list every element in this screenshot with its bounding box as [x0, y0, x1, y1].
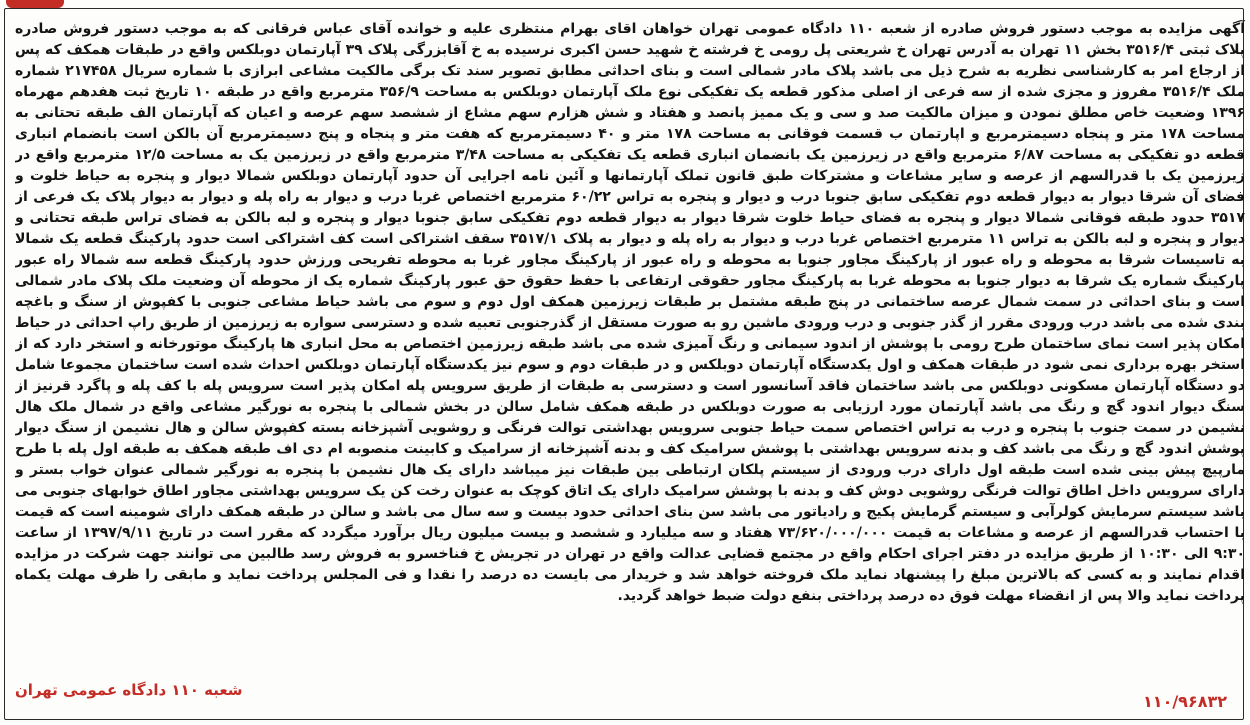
issuing-court: شعبه ۱۱۰ دادگاه عمومی تهران — [15, 681, 243, 699]
auction-notice-paragraph: آگهی مزایده به موجب دستور فروش صادره از شعبه ۱۱۰ دادگاه عمومی تهران خواهان اقای بهرام منتظری علیه و خوانده آقای عباس فرقانی که به موجب دستور فروش صادره پلاک ثبتی ۳۵۱۶/۴ بخش ۱۱ تهران به آدرس تهران خ شریعتی پل رومی خ فرشته خ شهید حسن اکبری نرسیده به خ آقابزرگی پلاک ۳۹ آپارتمان دوبلکس واقع در طبقات همکف که پس از ارجاع امر به کارشناسی نظریه به شرح ذیل می باشد پلاک مادر شمالی است و بنای احداثی مطابق تصویر سند تک برگی مالکیت مشاعی ابرازی با شماره سریال ۲۱۷۴۵۸ شماره ملک ۳۵۱۶/۴ مفروز و مجزی شده از سه فرعی از اصلی مذکور قطعه یک تفکیکی نوع ملک آپارتمان دوبلکس به مساحت ۳۵۶/۹ مترمربع واقع در طبقه ۱۰ تاریخ ثبت هفدهم مهرماه ۱۳۹۶ وضعیت خاص مطلق نمودن و میزان مالکیت صد و سی و یک ممیز پانصد و هفتاد و شش هزارم سهم مشاع از ششصد سهم عرصه و اعیان که آپارتمان الف طبقه تحتانی به مساحت ۱۷۸ متر و پنجاه دسیمترمربع و اپارتمان ب قسمت فوقانی به مساحت ۱۷۸ متر و ۴۰ دسیمترمربع که هفت متر و پنجاه و پنج دسیمترمربع آن بالکن است بانضمام انباری قطعه دو تفکیکی به مساحت ۶/۸۷ مترمربع واقع در زیرزمین یک بانضمان انباری قطعه یک تفکیکی به مساحت ۳/۴۸ مترمربع واقع در زیرزمین یک به مساحت ۱۲/۵ مترمربع واقع در زیرزمین یک با قدرالسهم از عرصه و سایر مشاعات و مشترکات طبق قانون تملک آپارتمانها و آئین نامه اجرایی آن حدود آپارتمان دوبلکس شمالا دیوار و پنجره به حیاط خلوت و فضای آن شرقا دیوار به دیوار قطعه دوم تفکیکی سابق جنوبا درب و دیوار و پنجره به تراس ۶۰/۲۲ مترمربع اختصاص غربا درب و دیوار به راه پله و دیوار به دیوار پلاک یک فرعی از ۳۵۱۷ حدود طبقه فوقانی شمالا دیوار و پنجره به فضای حیاط خلوت شرقا دیوار به دیوار قطعه دوم تفکیکی سابق جنوبا دیوار و پنجره و لبه بالکن به فضای تراس طبقه تحتانی و دیوار و پنجره و لبه بالکن به تراس ۱۱ مترمربع اختصاص غربا درب و دیوار به راه پله و دیوار به پلاک ۳۵۱۷/۱ سقف اشتراکی است کف اشتراکی است حدود پارکینگ قطعه یک شمالا به تاسیسات شرقا به محوطه و راه عبور از پارکینگ مجاور جنوبا به محوطه و راه عبور از پارکینگ مجاور غربا به محوطه تفریحی ورزش حدود پارکینگ قطعه سه شمالا راه عبور پارکینگ شماره یک شرقا به دیوار جنوبا به محوطه غربا به پارکینگ مجاور حقوقی ارتفاعی با حفظ حقوق حق عبور پارکینگ شماره یک از محوطه آن وضعیت ملک پلاک مادر شمالی است و بنای احداثی در سمت شمال عرصه ساختمانی در پنج طبقه مشتمل بر طبقات زیرزمین همکف اول دوم و سوم می باشد حیاط مشاعی جنوبی با کفپوش از سنگ و باغچه بندی شده می باشد درب ورودی مقرر از گذر جنوبی و درب ورودی ماشین رو به صورت مستقل از گذرجنوبی تعبیه شده و دسترسی سواره به زیرزمین از طریق راپ احداثی در حیاط امکان پذیر است نمای ساختمان طرح رومی با پوشش از اندود سیمانی و رنگ آمیزی شده می باشد طبقه زیرزمین اختصاص به محل انباری ها پارکینگ موتورخانه و استخر دارد که از استخر بهره برداری نمی شود در طبقات همکف و اول یکدستگاه آپارتمان دوبلکس و در طبقات دوم و سوم نیز یکدستگاه آپارتمان دوبلکس احداث شده است ساختمان مجموعا شامل دو دستگاه آپارتمان مسکونی دوبلکس می باشد ساختمان فاقد آسانسور است و دسترسی به طبقات از طریق سرویس پله امکان پذیر است سرویس پله با کف پله و پاگرد قرنیز از سنگ دیوار اندود گچ و رنگ می باشد آپارتمان مورد ارزیابی به صورت دوبلکس در طبقه همکف شامل سالن در بخش شمالی با پنجره به نورگیر مشاعی واقع در شمال ملک هال نشیمن در سمت جنوب با پنجره و درب به تراس اختصاص سمت حیاط جنوبی سرویس بهداشتی توالت فرنگی و روشویی آشپزخانه بسته کفپوش سالن و هال نشیمن از سنگ دیوار پوشش اندود گچ و رنگ می باشد کف و بدنه سرویس بهداشتی با پوشش سرامیک کف و بدنه آشپزخانه از سرامیک و کابینت منصوبه ام دی اف طبقه همکف به طبقه اول پله با طرح مارپیچ پیش بینی شده است طبقه اول دارای درب ورودی از سیستم پلکان ارتباطی بین طبقات نیز میباشد دارای یک هال نشیمن با پنجره به نورگیر شمالی عنوان خواب بستر و دارای سرویس داخل اطاق توالت فرنگی روشویی دوش کف و بدنه با پوشش سرامیک دارای یک اتاق کوچک به عنوان رخت کن یک سرویس بهداشتی مجاور اطاق خوابهای جنوبی می باشد سیستم سرمایش کولرآبی و سیستم گرمایش پکیج و رادیاتور می باشد سن بنای احداثی حدود بیست و سه سال می باشد و سالن در طبقه همکف دارای شومینه است که قیمت با احتساب قدرالسهم از عرصه و مشاعات به قیمت ۷۳/۶۲۰/۰۰۰/۰۰۰ هفتاد و سه میلیارد و ششصد و بیست میلیون ریال برآورد میگردد که مقرر است در تاریخ ۱۳۹۷/۹/۱۱ از ساعت ۹:۳۰ الی ۱۰:۳۰ از طریق مزایده در دفتر اجرای احکام واقع در مجتمع قضایی عدالت واقع در تهران در تجریش خ فناخسرو به فروش رسد طالبین می توانند جهت شرکت در مزایده اقدام نمایند و به کسی که بالاترین مبلغ را پیشنهاد نماید ملک فروخته خواهد شد و خریدار می بایست ده درصد را نقدا و فی المجلس پرداخت نماید و مابقی را ظرف مهلت یکماه پرداخت نماید والا پس از انقضاء مهلت فوق ده درصد پرداختی بنفع دولت ضبط خواهد گردید. — [15, 21, 1245, 604]
auction-notice-text — [15, 19, 1245, 691]
category-tab — [6, 0, 64, 8]
reference-number: ۱۱۰/۹۶۸۳۲ — [1143, 692, 1227, 711]
ad-footer — [15, 679, 1227, 713]
ad-frame — [4, 8, 1244, 720]
